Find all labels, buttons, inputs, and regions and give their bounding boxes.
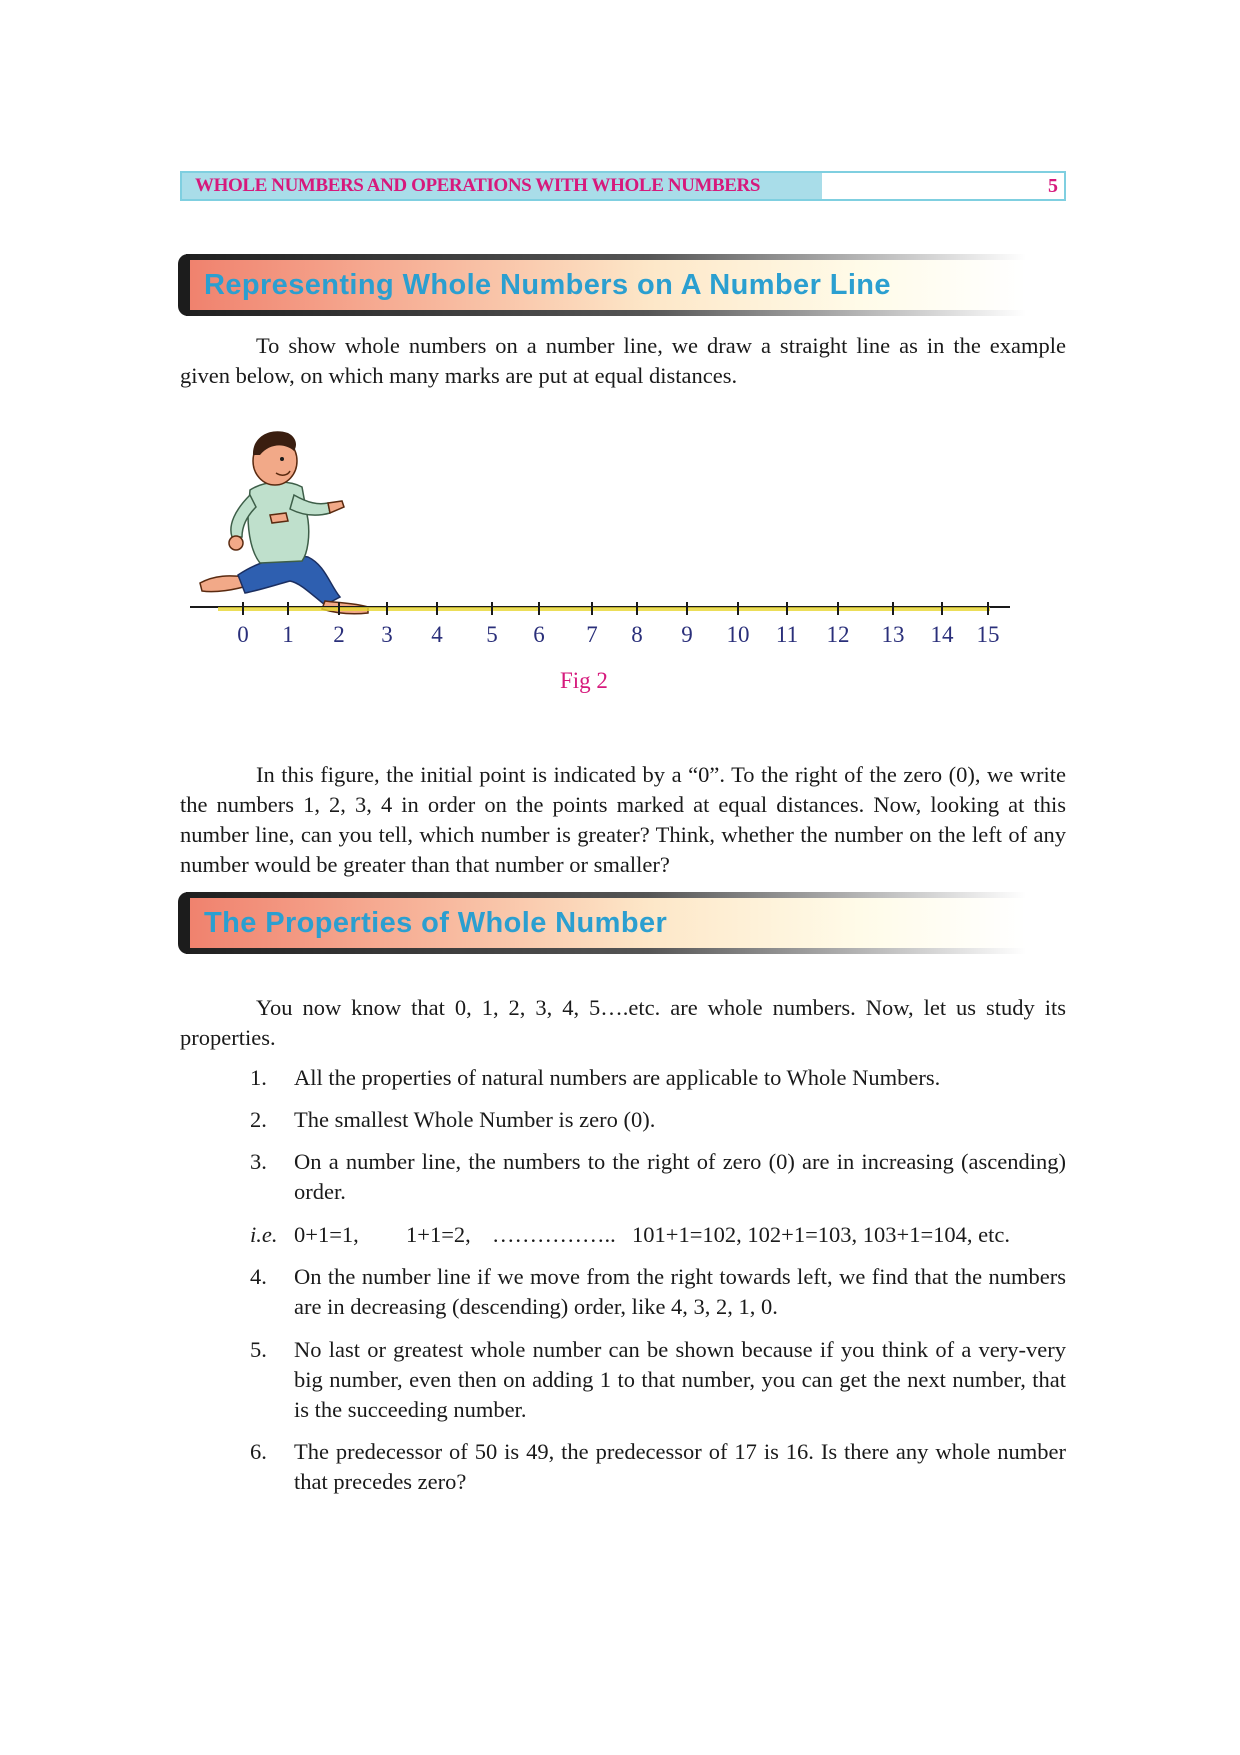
tick-label: 10 <box>726 622 750 647</box>
tick-label: 7 <box>586 622 598 647</box>
section-heading-2: The Properties of Whole Number <box>204 906 668 939</box>
properties-intro-paragraph: You now know that 0, 1, 2, 3, 4, 5….etc. are whole numbers. Now, let us study its properties. <box>180 995 1066 1050</box>
tick-label: 14 <box>930 622 954 647</box>
tick-label: 9 <box>681 622 693 647</box>
page-number: 5 <box>1048 174 1058 197</box>
tick-label: 6 <box>533 622 545 647</box>
tick-label: 11 <box>775 622 799 647</box>
tick-label: 12 <box>826 622 850 647</box>
tick-label: 0 <box>237 622 249 647</box>
intro-paragraph: To show whole numbers on a number line, we draw a straight line as in the example given below, on which many marks are put at equal distances. <box>180 333 1066 388</box>
section-heading: Representing Whole Numbers on A Number Line <box>204 268 891 301</box>
tick-label: 8 <box>631 622 643 647</box>
section-heading-banner <box>178 254 1028 316</box>
figure-explanation-paragraph: In this figure, the initial point is indicated by a “0”. To the right of the zero (0), we write the numbers 1, 2, 3, 4 in order on the points marked at equal distances. Now, looking at this number line, can you tell, which number is greater? Think, whether the number on the left of any number would be greater than that number or smaller? <box>180 762 1066 877</box>
tick-label: 4 <box>431 622 443 647</box>
tick-label: 2 <box>333 622 345 647</box>
tick-label: 5 <box>486 622 498 647</box>
tick-label: 3 <box>381 622 393 647</box>
running-header <box>180 171 1066 201</box>
tick-label: 15 <box>976 622 1000 647</box>
chapter-title: WHOLE NUMBERS AND OPERATIONS WITH WHOLE NUMBERS <box>182 173 822 199</box>
section-heading-banner-2 <box>178 892 1028 954</box>
figure-caption: Fig 2 <box>560 668 608 693</box>
boy-running-icon <box>200 431 368 614</box>
tick-label: 13 <box>881 622 905 647</box>
tick-label: 1 <box>282 622 294 647</box>
